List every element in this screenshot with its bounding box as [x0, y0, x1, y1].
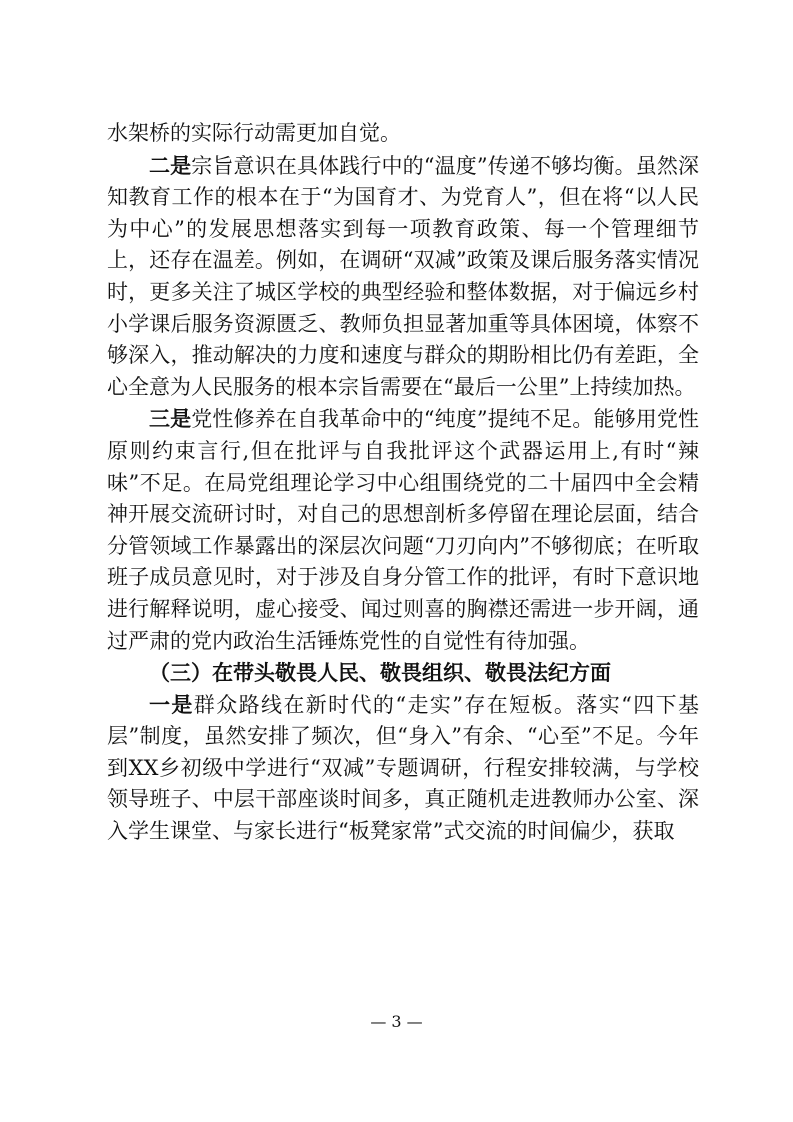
section-heading — [107, 657, 699, 689]
paragraph-text: 群众路线在新时代的“走实”存在短板。落实“四下基层”制度，虽然安排了频次，但“身入”有余、“心至”不足。今年到XX乡初级中学进行“双减”专题调研，行程安排较满，与学校领导班子、中层干部座谈时间多，真正随机走进教师办公室、深入学生课堂、与家长进行“板凳家常”式交流的时间偏少，获取 — [107, 692, 700, 844]
paragraph-text: 党性修养在自我革命中的“纯度”提纯不足。能够用党性原则约束言行,但在批评与自我批评这个武器运用上,有时“辣味”不足。在局党组理论学习中心组围绕党的二十届四中全会精神开展交流研讨时，对自己的思想剖析多停留在理论层面，结合分管领域工作暴露出的深层次问题“刀刃向内”不够彻底；在听取班子成员意见时，对于涉及自身分管工作的批评，有时下意识地进行解释说明，虚心接受、闻过则喜的胸襟还需进一步开阔，通过严肃的党内政治生活锤炼党性的自觉性有待加强。 — [107, 407, 699, 653]
paragraph-point-three — [107, 403, 699, 657]
paragraph-text: 宗旨意识在具体践行中的“温度”传递不够均衡。虽然深知教育工作的根本在于“为国育才、为党育人”，但在将“以人民为中心”的发展思想落实到每一项教育政策、每一个管理细节上，还存在温差。例如，在调研“双减”政策及课后服务落实情况时，更多关注了城区学校的典型经验和整体数据，对于偏远乡村小学课后服务资源匮乏、教师负担显著加重等具体困境，体察不够深入，推动解决的力度和速度与群众的期盼相比仍有差距，全心全意为人民服务的根本宗旨需要在“最后一公里”上持续加热。 — [107, 153, 699, 399]
paragraph-point-one — [107, 689, 699, 848]
paragraph-text: 水架桥的实际行动需更加自觉。 — [107, 121, 401, 145]
document-body — [107, 118, 699, 848]
paragraph-lead: 一是 — [149, 691, 194, 717]
page-number: — 3 — — [370, 1012, 423, 1031]
paragraph-continuation — [107, 118, 699, 150]
paragraph-lead: 三是 — [149, 406, 192, 432]
paragraph-point-two — [107, 150, 699, 404]
section-heading-text: （三）在带头敬畏人民、敬畏组织、敬畏法纪方面 — [149, 660, 611, 686]
paragraph-lead: 二是 — [149, 152, 192, 178]
